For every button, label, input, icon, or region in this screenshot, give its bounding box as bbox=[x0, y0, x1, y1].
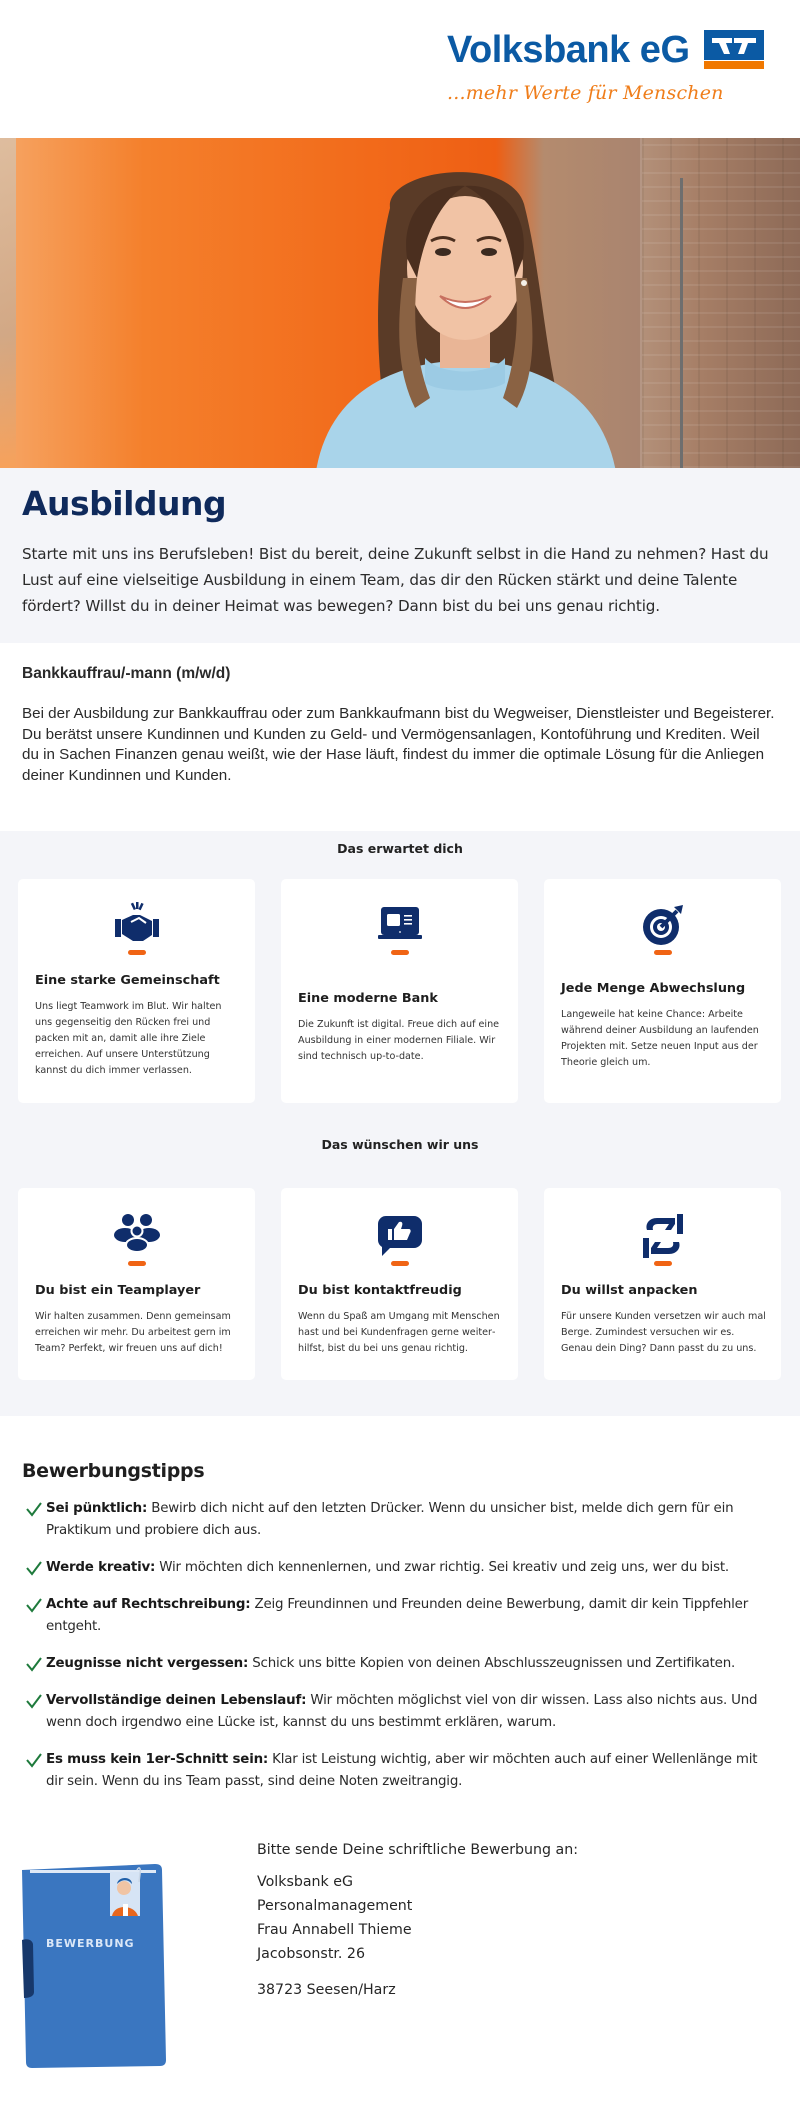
card-text: Für unsere Kunden versetzen wir auch mal Berge. Zumindest versuchen wir es. Genau dein Ding? Dann passt du zu uns. bbox=[561, 1311, 766, 1354]
intro-section bbox=[0, 468, 800, 643]
card-title: Eine moderne Bank bbox=[298, 991, 438, 1006]
tip-text: Zeig Freundinnen und Freunden deine Bewerbung, damit dir kein Tippfehler entgeht. bbox=[46, 1597, 749, 1634]
tip-label: Werde kreativ: bbox=[46, 1560, 156, 1575]
card-text: Wir halten zusammen. Denn gemeinsam erreichen wir mehr. Du arbeitest gern im Team? Perfekt, wir freuen uns auf dich! bbox=[35, 1311, 231, 1354]
check-icon bbox=[22, 1596, 46, 1614]
expect-cards bbox=[0, 879, 800, 1103]
icon-underline bbox=[654, 1261, 672, 1266]
tip-label: Vervollständige deinen Lebenslauf: bbox=[46, 1693, 307, 1708]
tip-item bbox=[22, 1498, 778, 1542]
icon-underline bbox=[128, 950, 146, 955]
wish-card bbox=[281, 1188, 518, 1380]
handshake-icon bbox=[113, 901, 161, 949]
expect-card bbox=[18, 879, 255, 1103]
folder-label: BEWERBUNG bbox=[46, 1937, 135, 1950]
check-icon bbox=[22, 1751, 46, 1769]
laptop-icon bbox=[376, 901, 424, 949]
icon-underline bbox=[128, 1261, 146, 1266]
icon-underline bbox=[391, 950, 409, 955]
wish-cards bbox=[0, 1188, 800, 1380]
card-text: Die Zukunft ist digital. Freue dich auf eine Ausbildung in einer modernen Filiale. Wir sind technisch up-to-date. bbox=[298, 1019, 500, 1062]
tips-section bbox=[0, 1416, 800, 1818]
thumbs-up-chat-icon bbox=[376, 1212, 424, 1260]
tip-label: Achte auf Rechtschreibung: bbox=[46, 1597, 251, 1612]
card-text: Wenn du Spaß am Umgang mit Menschen hast und bei Kundenfragen gerne weiterhilfst, bist du bei uns genau richtig. bbox=[298, 1311, 500, 1354]
tagline: ...mehr Werte für Menschen bbox=[447, 82, 724, 104]
check-icon bbox=[22, 1559, 46, 1577]
team-icon bbox=[113, 1212, 161, 1260]
tips-list bbox=[22, 1498, 778, 1793]
address-street: Jacobsonstr. 26 bbox=[257, 1946, 365, 1962]
wish-card bbox=[544, 1188, 781, 1380]
target-icon bbox=[639, 901, 687, 949]
intro-text: Starte mit uns ins Berufsleben! Bist du bereit, deine Zukunft selbst in die Hand zu nehmen? Hast du Lust auf eine vielseitige Ausbildung in einem Team, das dir den Rücken stärkt und deine Talente fördert? Willst du in deiner Heimat was bewegen? Dann bist du bei uns genau richtig. bbox=[22, 545, 769, 615]
tip-item bbox=[22, 1557, 778, 1579]
vr-logo-mark-icon bbox=[704, 30, 764, 70]
card-text: Uns liegt Teamwork im Blut. Wir halten uns gegenseitig den Rücken frei und packen mit an, damit alle ihre Ziele erreichen. Auf unsere Unterstützung kannst du dich immer verlassen. bbox=[35, 1001, 222, 1076]
tip-item bbox=[22, 1653, 778, 1675]
tip-item bbox=[22, 1749, 778, 1793]
expect-card bbox=[544, 879, 781, 1103]
check-icon bbox=[22, 1655, 46, 1673]
check-icon bbox=[22, 1692, 46, 1710]
job-title: Bankkauffrau/-mann (m/w/d) bbox=[22, 665, 231, 682]
brand-name: Volksbank eG bbox=[447, 29, 690, 71]
tip-text: Wir möchten möglichst viel von dir wissen. Lass also nichts aus. Und wenn doch irgendwo eine Lücke ist, kannst du uns bestimmt erklären, warum. bbox=[46, 1693, 758, 1730]
job-section bbox=[0, 643, 800, 831]
wish-card bbox=[18, 1188, 255, 1380]
card-title: Du bist kontaktfreudig bbox=[298, 1283, 462, 1298]
card-title: Eine starke Gemeinschaft bbox=[35, 973, 220, 988]
expect-card bbox=[281, 879, 518, 1103]
card-title: Du willst anpacken bbox=[561, 1283, 698, 1298]
tip-item bbox=[22, 1594, 778, 1638]
address-intro: Bitte sende Deine schriftliche Bewerbung an: bbox=[257, 1842, 578, 1858]
apply-section bbox=[0, 1818, 800, 2118]
tip-text: Klar ist Leistung wichtig, aber wir möchten auch auf einer Wellenlänge mit dir sein. Wenn du ins Team passt, sind deine Noten zweitrangig. bbox=[46, 1752, 758, 1789]
application-folder-icon bbox=[20, 1860, 170, 2070]
tip-text: Schick uns bitte Kopien von deinen Abschlusszeugnissen und Zertifikaten. bbox=[248, 1656, 736, 1671]
address-department: Personalmanagement bbox=[257, 1898, 413, 1914]
address-city: 38723 Seesen/Harz bbox=[257, 1982, 396, 1998]
page-title: Ausbildung bbox=[22, 484, 227, 523]
tip-label: Sei pünktlich: bbox=[46, 1501, 148, 1516]
card-title: Du bist ein Teamplayer bbox=[35, 1283, 201, 1298]
tip-text: Bewirb dich nicht auf den letzten Drücker. Wenn du unsicher bist, melde dich gern für ein Praktikum und probiere dich aus. bbox=[46, 1501, 734, 1538]
check-icon bbox=[22, 1500, 46, 1518]
expect-heading: Das erwartet dich bbox=[337, 841, 463, 856]
volksbank-logo[interactable] bbox=[447, 28, 767, 104]
wish-heading: Das wünschen wir uns bbox=[321, 1137, 479, 1152]
hero-image bbox=[0, 138, 800, 468]
icon-underline bbox=[654, 950, 672, 955]
job-description: Bei der Ausbildung zur Bankkauffrau oder zum Bankkaufmann bist du Wegweiser, Dienstleister und Begeisterer. Du berätst unsere Kundinnen und Kunden zu Geld- und Vermögensanlagen, Kontoführung und Krediten. Weil du in Sachen Finanzen genau weißt, wie der Hase läuft, findest du immer die optimale Lösung für die Anliegen deiner Kundinnen und Kunden. bbox=[22, 705, 775, 784]
helping-hands-icon bbox=[639, 1212, 687, 1260]
tip-text: Wir möchten dich kennenlernen, und zwar richtig. Sei kreativ und zeig uns, wer du bist. bbox=[155, 1560, 729, 1575]
tip-label: Zeugnisse nicht vergessen: bbox=[46, 1656, 249, 1671]
address-block bbox=[257, 1842, 578, 2002]
address-company: Volksbank eG bbox=[257, 1874, 353, 1890]
icon-underline bbox=[391, 1261, 409, 1266]
hero-person-illustration bbox=[305, 148, 625, 468]
tip-label: Es muss kein 1er-Schnitt sein: bbox=[46, 1752, 269, 1767]
tip-item bbox=[22, 1690, 778, 1734]
header bbox=[0, 0, 800, 138]
address-contact: Frau Annabell Thieme bbox=[257, 1922, 412, 1938]
card-title: Jede Menge Abwechslung bbox=[561, 981, 746, 996]
card-text: Langeweile hat keine Chance: Arbeite während deiner Ausbildung an laufenden Projekten mit. Setze neuen Input aus der Theorie gleich um. bbox=[561, 1009, 759, 1068]
tips-heading: Bewerbungstipps bbox=[22, 1460, 205, 1482]
features-section bbox=[0, 831, 800, 1416]
